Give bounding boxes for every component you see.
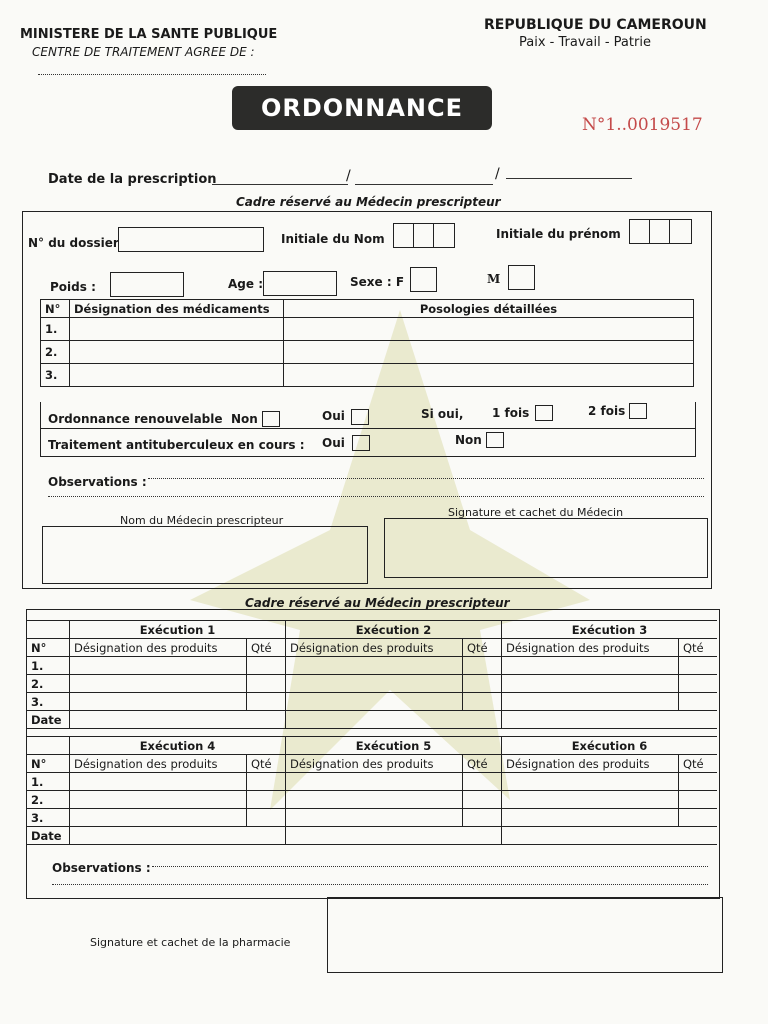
col-designation-header: Désignation des médicaments [70,300,284,318]
execution-table-bottom [27,736,717,845]
table-row [27,675,717,693]
nom-medecin-label: Nom du Médecin prescripteur [120,514,284,527]
table-row [27,711,717,729]
si-oui-label: Si oui, [421,407,464,421]
observations-label: Observations : [48,475,147,489]
execution-5-title: Exécution 5 [286,737,502,755]
posologie-cell[interactable] [284,364,694,387]
medication-cell[interactable] [70,318,284,341]
col-designation-header: Désignation des produits [70,755,247,773]
table-row [27,657,717,675]
nom-medecin-field[interactable] [42,526,368,584]
table-row [27,693,717,711]
table-row [41,341,694,364]
serial-number: N°1..0019517 [582,115,703,135]
initiale-nom-label: Initiale du Nom [281,232,385,246]
initiale-prenom-field[interactable] [629,219,692,244]
col-no-header: N° [41,300,70,318]
antituberculeux-oui-checkbox[interactable] [352,435,370,451]
dossier-label: N° du dossier [28,236,119,250]
col-no-header: N° [27,639,70,657]
execution-table-top [27,620,717,729]
col-qte-header: Qté [247,755,286,773]
col-no-header: N° [27,755,70,773]
execution-1-title: Exécution 1 [70,621,286,639]
row-number: 3. [27,809,70,827]
antituberculeux-label: Traitement antituberculeux en cours : [48,438,305,452]
initiale-nom-field[interactable] [393,223,455,248]
non-label: Non [455,433,482,447]
date-row-label: Date [27,827,70,845]
deux-fois-checkbox[interactable] [629,403,647,419]
date-year-field[interactable] [506,166,632,179]
row-number: 3. [27,693,70,711]
un-fois-checkbox[interactable] [535,405,553,421]
dossier-field[interactable] [118,227,264,252]
posologie-cell[interactable] [284,341,694,364]
date-day-field[interactable] [212,172,348,185]
medication-cell[interactable] [70,364,284,387]
row-number: 1. [27,773,70,791]
oui-label: Oui [322,409,345,423]
col-designation-header: Désignation des produits [502,639,679,657]
signature-medecin-label: Signature et cachet du Médecin [448,506,624,519]
row-number: 2. [27,791,70,809]
renouvelable-label: Ordonnance renouvelable [48,412,223,426]
row-number: 1. [41,318,70,341]
col-qte-header: Qté [679,755,718,773]
sexe-label: Sexe : F [350,275,405,289]
poids-field[interactable] [110,272,184,297]
col-qte-header: Qté [679,639,718,657]
medication-cell[interactable] [70,341,284,364]
age-label: Age : [228,277,263,291]
table-row [27,773,717,791]
sexe-m-checkbox[interactable] [508,265,535,290]
centre-label: CENTRE DE TRAITEMENT AGREE DE : [32,45,255,59]
poids-label: Poids : [50,280,96,294]
row-number: 3. [41,364,70,387]
observations-field[interactable] [148,470,704,479]
col-qte-header: Qté [463,639,502,657]
execution-2-title: Exécution 2 [286,621,502,639]
renouvelable-non-checkbox[interactable] [262,411,280,427]
row-number: 2. [41,341,70,364]
m-label: M [487,272,501,286]
execution-3-title: Exécution 3 [502,621,718,639]
deux-fois-label: 2 fois [588,404,626,418]
execution-reserved-label: Cadre réservé au Médecin prescripteur [245,596,510,610]
medications-table [40,299,694,387]
date-month-field[interactable] [355,172,493,185]
col-designation-header: Désignation des produits [70,639,247,657]
posologie-cell[interactable] [284,318,694,341]
date-label: Date de la prescription [48,172,217,187]
col-designation-header: Désignation des produits [502,755,679,773]
republic-title: REPUBLIQUE DU CAMEROUN [484,17,707,33]
motto: Paix - Travail - Patrie [519,35,651,50]
execution-observations-field-2[interactable] [52,876,708,885]
execution-observations-label: Observations : [52,861,151,875]
date-row-label: Date [27,711,70,729]
observations-field-2[interactable] [48,488,704,497]
row-number: 2. [27,675,70,693]
signature-medecin-field[interactable] [384,518,708,578]
col-qte-header: Qté [463,755,502,773]
col-designation-header: Désignation des produits [286,639,463,657]
non-label: Non [231,412,258,426]
un-fois-label: 1 fois [492,406,530,420]
table-row [41,364,694,387]
row-number: 1. [27,657,70,675]
table-row [27,827,717,845]
renouvelable-oui-checkbox[interactable] [351,409,369,425]
antituberculeux-non-checkbox[interactable] [486,432,504,448]
date-slash: / [495,166,500,182]
col-qte-header: Qté [247,639,286,657]
sexe-f-checkbox[interactable] [410,267,437,292]
oui-label: Oui [322,436,345,450]
table-row [27,809,717,827]
date-slash: / [346,168,351,184]
table-row [41,318,694,341]
execution-4-title: Exécution 4 [70,737,286,755]
ministry-title: MINISTERE DE LA SANTE PUBLIQUE [20,27,278,42]
execution-6-title: Exécution 6 [502,737,718,755]
initiale-prenom-label: Initiale du prénom [496,227,621,241]
col-posologie-header: Posologies détaillées [284,300,694,318]
page-title: ORDONNANCE [232,86,492,130]
age-field[interactable] [263,271,337,296]
centre-field[interactable] [38,66,266,75]
pharmacy-signature-field[interactable] [327,897,723,973]
col-designation-header: Désignation des produits [286,755,463,773]
pharmacy-signature-label: Signature et cachet de la pharmacie [90,936,291,949]
table-row [27,791,717,809]
execution-observations-field[interactable] [152,858,708,867]
reserved-label: Cadre réservé au Médecin prescripteur [236,195,501,209]
